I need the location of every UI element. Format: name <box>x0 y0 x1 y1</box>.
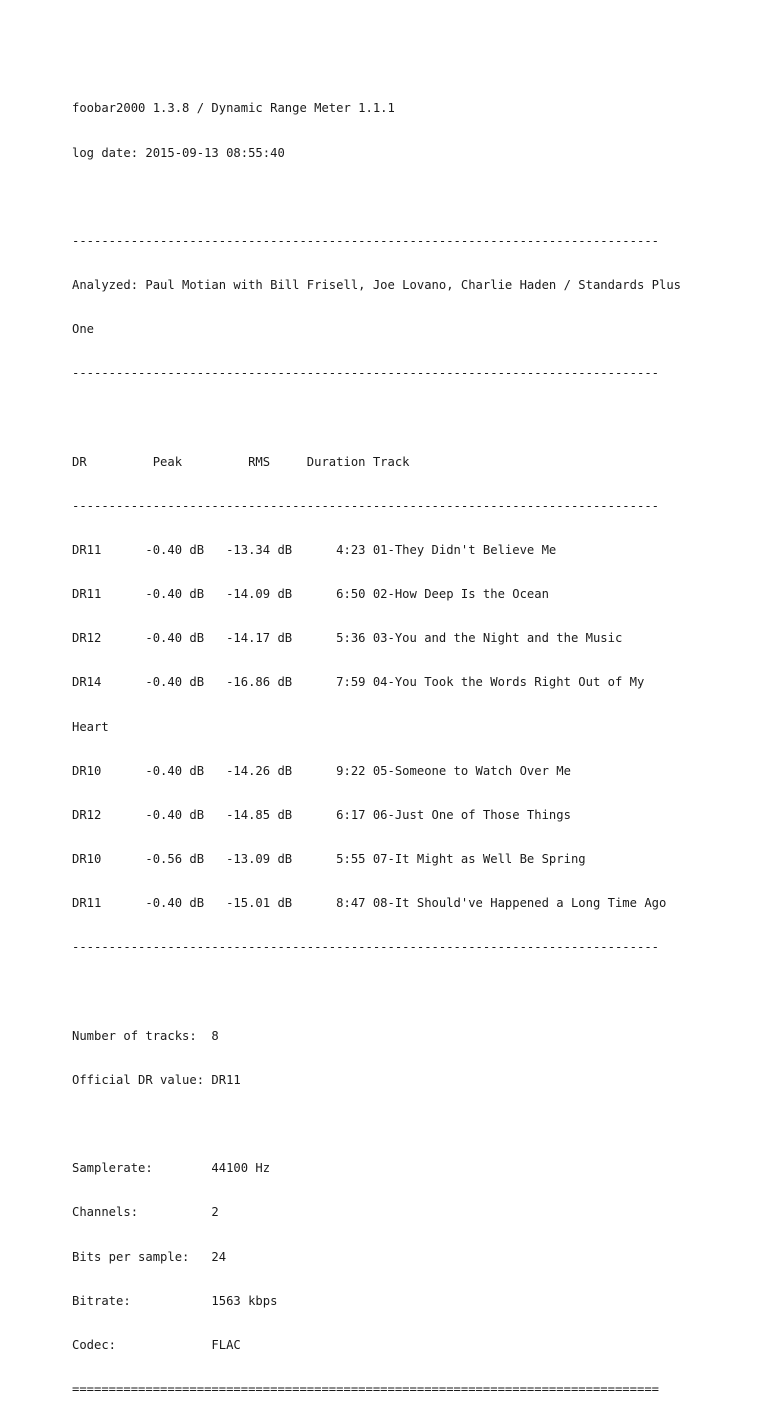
track-row: DR11 -0.40 dB -14.09 dB 6:50 02-How Deep Is the Ocean <box>72 587 549 602</box>
channels-line: Channels: 2 <box>72 1205 219 1220</box>
official-dr-value-line: Official DR value: DR11 <box>72 1072 241 1087</box>
divider-line: -------------------------------------------------------------------------------- <box>72 940 659 955</box>
bits-per-sample-line: Bits per sample: 24 <box>72 1249 227 1264</box>
software-version-line: foobar2000 1.3.8 / Dynamic Range Meter 1.1.1 <box>72 101 395 116</box>
divider-line: -------------------------------------------------------------------------------- <box>72 233 659 248</box>
bitrate-line: Bitrate: 1563 kbps <box>72 1293 278 1308</box>
track-row: DR12 -0.40 dB -14.17 dB 5:36 03-You and the Night and the Music <box>72 631 623 646</box>
closing-divider-line: ================================================================================ <box>72 1381 659 1396</box>
track-row: DR12 -0.40 dB -14.85 dB 6:17 06-Just One of Those Things <box>72 807 571 822</box>
divider-line: -------------------------------------------------------------------------------- <box>72 498 659 513</box>
log-date-line: log date: 2015-09-13 08:55:40 <box>72 145 285 160</box>
track-row: DR10 -0.40 dB -14.26 dB 9:22 05-Someone to Watch Over Me <box>72 763 571 778</box>
track-row: DR10 -0.56 dB -13.09 dB 5:55 07-It Might as Well Be Spring <box>72 852 586 867</box>
number-of-tracks-line: Number of tracks: 8 <box>72 1028 219 1043</box>
analyzed-line: Analyzed: Paul Motian with Bill Frisell, Joe Lovano, Charlie Haden / Standards Plus <box>72 278 682 293</box>
track-row: DR14 -0.40 dB -16.86 dB 7:59 04-You Took the Words Right Out of My <box>72 675 645 690</box>
dr-log-document <box>72 72 712 1411</box>
blank-line <box>72 411 712 426</box>
samplerate-line: Samplerate: 44100 Hz <box>72 1161 271 1176</box>
divider-line: -------------------------------------------------------------------------------- <box>72 366 659 381</box>
track-row: DR11 -0.40 dB -15.01 dB 8:47 08-It Should've Happened a Long Time Ago <box>72 896 667 911</box>
track-row-continued: Heart <box>72 719 109 734</box>
codec-line: Codec: FLAC <box>72 1337 241 1352</box>
blank-line <box>72 190 712 205</box>
blank-line <box>72 1117 712 1132</box>
table-header-line: DR Peak RMS Duration Track <box>72 454 410 469</box>
track-row: DR11 -0.40 dB -13.34 dB 4:23 01-They Didn't Believe Me <box>72 543 557 557</box>
blank-line <box>72 985 712 1000</box>
analyzed-line-continued: One <box>72 322 95 337</box>
